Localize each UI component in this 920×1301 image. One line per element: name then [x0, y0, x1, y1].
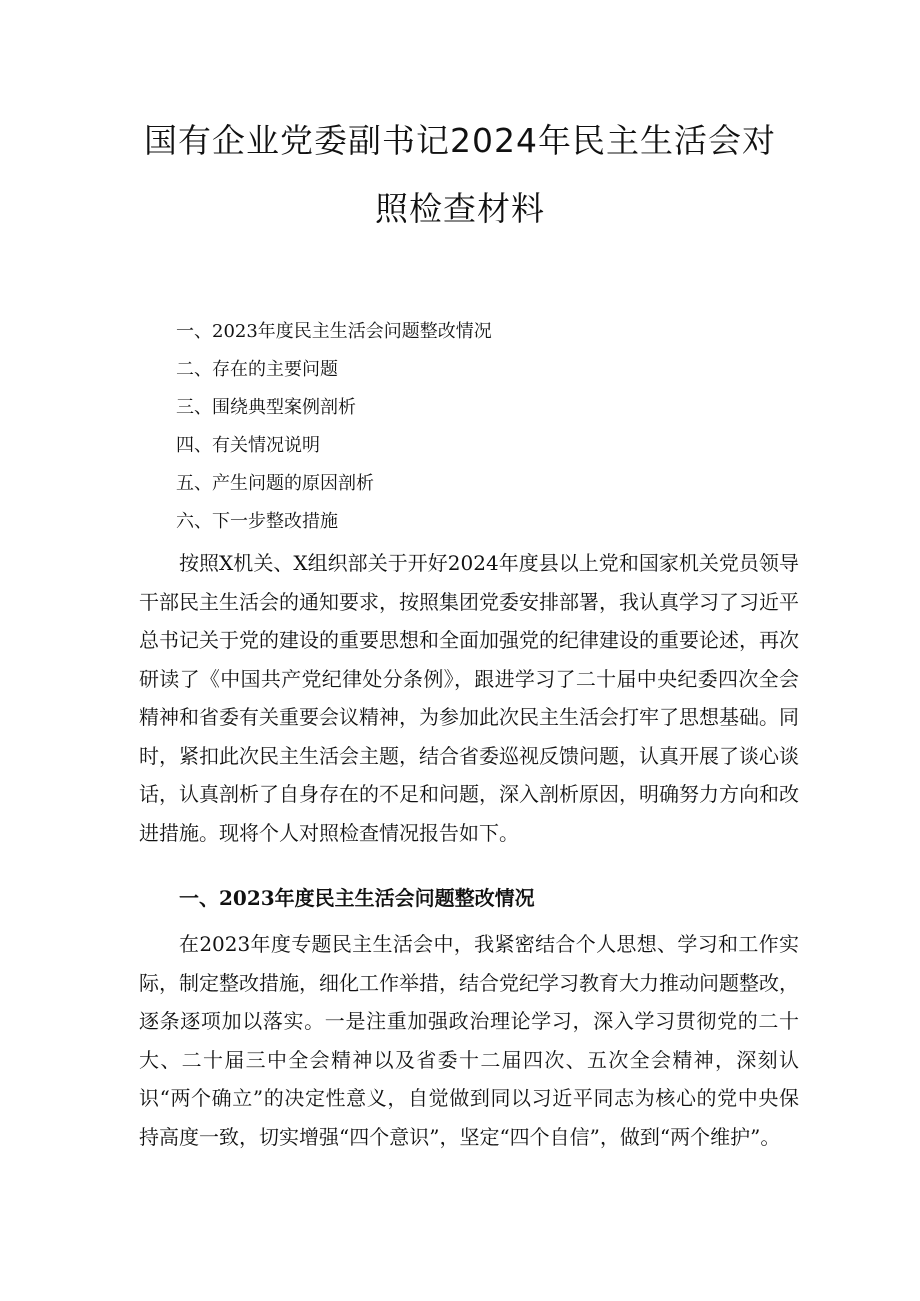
section-1-heading: 一、2023年度民主生活会问题整改情况 — [179, 886, 535, 910]
toc-item: 三、围绕典型案例剖析 — [176, 397, 356, 418]
intro-paragraph: 按照X机关、X组织部关于开好2024年度县以上党和国家机关党员领导干部民主生活会的通知要求，按照集团党委安排部署，我认真学习了习近平总书记关于党的建设的重要思想和全面加强党的纪律建设的重要论述，再次研读了《中国共产党纪律处分条例》，跟进学习了二十届中央纪委四次全会精神和省委有关重要会议精神，为参加此次民主生活会打牢了思想基础。同时，紧扣此次民主生活会主题，结合省委巡视反馈问题，认真开展了谈心谈话，认真剖析了自身存在的不足和问题，深入剖析原因，明确努力方向和改进措施。现将个人对照检查情况报告如下。 — [139, 551, 799, 845]
document-title-line-2: 照检查材料 — [375, 189, 545, 228]
toc-item: 一、2023年度民主生活会问题整改情况 — [176, 321, 492, 342]
toc-item: 五、产生问题的原因剖析 — [176, 473, 374, 494]
document-title-line-1: 国有企业党委副书记2024年民主生活会对 — [144, 121, 776, 160]
toc-item: 六、下一步整改措施 — [176, 511, 338, 532]
toc-item: 四、有关情况说明 — [176, 435, 320, 456]
section-1-paragraph: 在2023年度专题民主生活会中，我紧密结合个人思想、学习和工作实际，制定整改措施，细化工作举措，结合党纪学习教育大力推动问题整改，逐条逐项加以落实。一是注重加强政治理论学习，深入学习贯彻党的二十大、二十届三中全会精神以及省委十二届四次、五次全会精神，深刻认识“两个确立”的决定性意义，自觉做到同以习近平同志为核心的党中央保持高度一致，切实增强“四个意识”，坚定“四个自信”，做到“两个维护”。 — [139, 932, 799, 1149]
toc-item: 二、存在的主要问题 — [176, 359, 338, 380]
table-of-contents — [176, 320, 492, 548]
